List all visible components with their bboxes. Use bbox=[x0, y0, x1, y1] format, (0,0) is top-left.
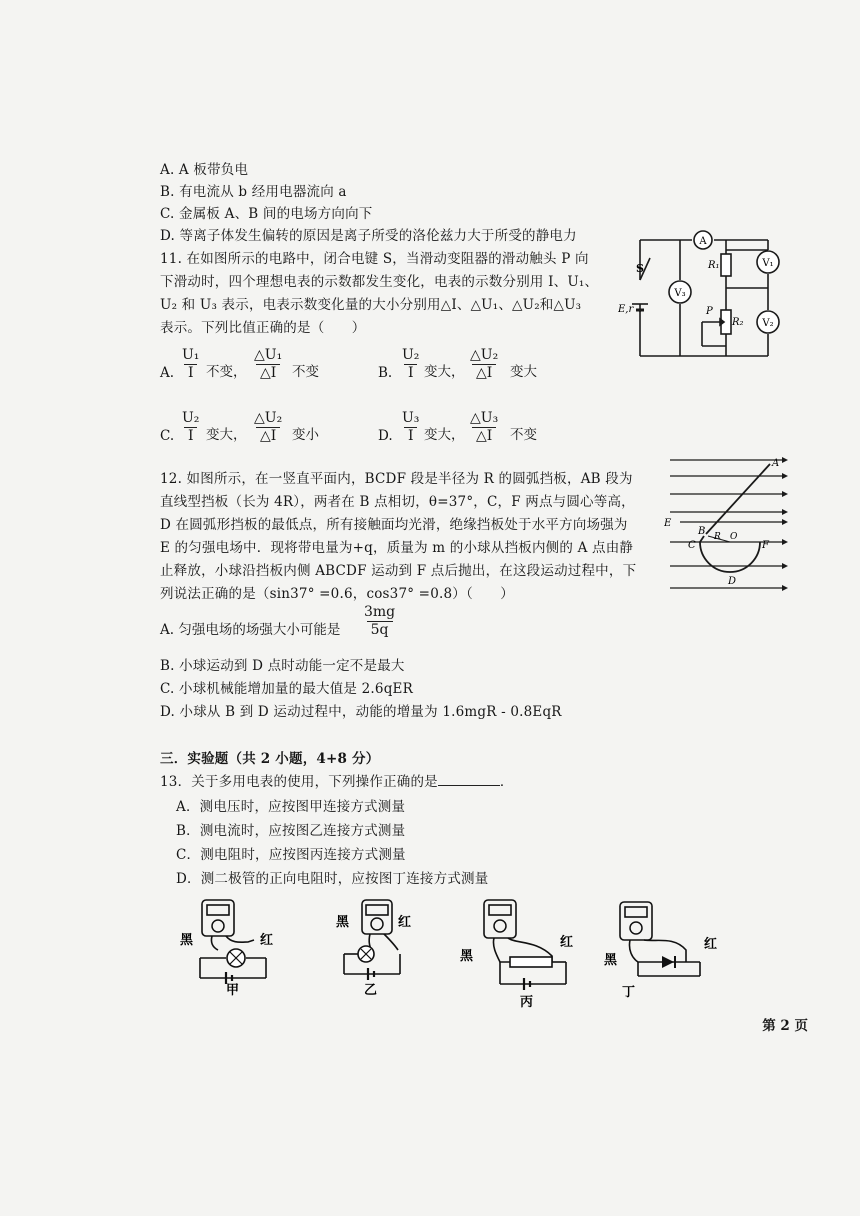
q12-option-c: C. 小球机械能增加量的最大值是 2.6qER bbox=[160, 681, 413, 697]
q13-option-a: A．测电压时，应按图甲连接方式测量 bbox=[176, 799, 406, 815]
q12-stem-line: E 的匀强电场中．现将带电量为+q，质量为 m 的小球从挡板内侧的 A 点由静 bbox=[160, 540, 634, 556]
switch-label: S bbox=[636, 262, 644, 275]
q11-option-c-text2: 变小 bbox=[292, 427, 319, 443]
q12-stem-line: 止释放，小球沿挡板内侧 ABCDF 运动到 F 点后抛出，在这段运动过程中，下 bbox=[160, 563, 637, 579]
slider-label: P bbox=[706, 306, 713, 317]
radius-r-label: R bbox=[714, 532, 721, 542]
q11-option-a-frac2: $\frac{\text{△U₁}}{\triangle I}$ bbox=[254, 347, 283, 381]
q11-stem-line: 下滑动时，四个理想电表的示数都发生变化，电表的示数分别用 I、U₁、 bbox=[160, 274, 599, 290]
ammeter-label: A bbox=[699, 236, 707, 247]
q11-option-a-text1: 不变， bbox=[206, 364, 247, 380]
v2-label: V₂ bbox=[762, 318, 774, 329]
answer-blank[interactable] bbox=[438, 773, 500, 786]
q11-option-d-frac2: $\frac{\text{△U₃}}{\triangle I}$ bbox=[470, 410, 499, 444]
q11-option-b-frac1: $\frac{\text{U₂}}{I}$ bbox=[402, 347, 420, 381]
q12-field-diagram bbox=[664, 452, 794, 612]
v3-label: V₃ bbox=[674, 288, 686, 299]
point-f-label: F bbox=[762, 540, 769, 551]
q13-option-c: C．测电阻时，应按图丙连接方式测量 bbox=[176, 847, 406, 863]
q11-option-c-label: C. bbox=[160, 428, 175, 444]
q11-stem-line: 11. 在如图所示的电路中，闭合电键 S，当滑动变阻器的滑动触头 P 向 bbox=[160, 251, 589, 267]
q10-option-a: A. A 板带负电 bbox=[160, 162, 249, 178]
multimeter-figure-jia bbox=[180, 896, 290, 996]
point-b-label: B bbox=[698, 526, 706, 537]
q11-option-d-text2: 不变 bbox=[510, 427, 537, 443]
q10-option-d: D. 等离子体发生偏转的原因是离子所受的洛伦兹力大于所受的静电力 bbox=[160, 228, 577, 244]
q11-option-d-text1: 变大， bbox=[424, 427, 465, 443]
q11-option-c-frac2: $\frac{\text{△U₂}}{\triangle I}$ bbox=[254, 410, 283, 444]
q11-option-a-text2: 不变 bbox=[292, 364, 319, 380]
r1-label: R₁ bbox=[708, 260, 720, 271]
q12-option-d: D. 小球从 B 到 D 运动过程中，动能的增量为 1.6mgR - 0.8EqR bbox=[160, 704, 562, 720]
q11-option-b-frac2: $\frac{\text{△U₂}}{\triangle I}$ bbox=[470, 347, 499, 381]
red-probe-label: 红 bbox=[398, 915, 412, 930]
r2-label: R₂ bbox=[732, 317, 744, 328]
q12-stem-line: 列说法正确的是（sin37° =0.6，cos37° =0.8）（ ） bbox=[160, 586, 515, 602]
red-probe-label: 红 bbox=[260, 933, 274, 948]
q13-option-b: B．测电流时，应按图乙连接方式测量 bbox=[176, 823, 406, 839]
v1-label: V₁ bbox=[762, 258, 774, 269]
q11-option-a-label: A. bbox=[160, 365, 175, 381]
caption-ding: 丁 bbox=[622, 985, 636, 1000]
q13-stem: 13．关于多用电表的使用，下列操作正确的是 ． bbox=[160, 774, 514, 790]
multimeter-figure-yi bbox=[328, 896, 428, 996]
field-e-label: E bbox=[664, 518, 672, 529]
q12-stem-line: D 在圆弧形挡板的最低点，所有接触面均光滑，绝缘挡板处于水平方向场强为 bbox=[160, 517, 628, 533]
multimeter-figure-bing bbox=[456, 896, 586, 1010]
point-d-label: D bbox=[728, 576, 737, 587]
q12-option-a-frac: $\frac{3mg}{5q}$ bbox=[364, 604, 396, 638]
page-number: 第 2 页 bbox=[762, 1018, 808, 1034]
caption-yi: 乙 bbox=[364, 983, 378, 996]
q12-stem-line: 直线型挡板（长为 4R），两者在 B 点相切，θ=37°，C，F 两点与圆心等高， bbox=[160, 494, 635, 510]
emf-label: E,r bbox=[618, 304, 634, 315]
red-probe-label: 红 bbox=[704, 937, 718, 952]
q11-option-b-label: B. bbox=[378, 365, 393, 381]
q11-option-c-text1: 变大， bbox=[206, 427, 247, 443]
point-c-label: C bbox=[688, 540, 696, 551]
q12-option-a: A. 匀强电场的场强大小可能是 bbox=[160, 622, 341, 638]
q11-circuit-diagram bbox=[618, 228, 784, 364]
q11-option-b-text2: 变大 bbox=[510, 364, 537, 380]
q10-option-b: B. 有电流从 b 经用电器流向 a bbox=[160, 184, 347, 200]
caption-bing: 丙 bbox=[520, 995, 534, 1010]
q13-option-d: D．测二极管的正向电阻时，应按图丁连接方式测量 bbox=[176, 871, 489, 887]
q11-stem-line: 表示。下列比值正确的是（ ） bbox=[160, 320, 366, 336]
q10-option-c: C. 金属板 A、B 间的电场方向向下 bbox=[160, 206, 373, 222]
q12-stem-line: 12. 如图所示，在一竖直平面内，BCDF 段是半径为 R 的圆弧挡板，AB 段为 bbox=[160, 471, 633, 487]
black-probe-label: 黑 bbox=[336, 915, 350, 930]
caption-jia: 甲 bbox=[226, 983, 240, 996]
q11-option-a-frac1: $\frac{\text{U₁}}{I}$ bbox=[182, 347, 200, 381]
black-probe-label: 黑 bbox=[604, 953, 618, 968]
q12-option-b: B. 小球运动到 D 点时动能一定不是最大 bbox=[160, 658, 405, 674]
red-probe-label: 红 bbox=[560, 935, 574, 950]
q11-option-b-text1: 变大， bbox=[424, 364, 465, 380]
black-probe-label: 黑 bbox=[460, 949, 474, 964]
multimeter-figure-ding bbox=[604, 896, 730, 1000]
point-a-label: A bbox=[772, 458, 780, 469]
q11-stem-line: U₂ 和 U₃ 表示，电表示数变化量的大小分别用△I、△U₁、△U₂和△U₃ bbox=[160, 297, 582, 313]
center-o-label: O bbox=[730, 532, 738, 542]
black-probe-label: 黑 bbox=[180, 933, 194, 948]
q11-option-d-label: D. bbox=[378, 428, 393, 444]
diode-icon bbox=[662, 956, 675, 968]
q11-option-d-frac1: $\frac{\text{U₃}}{I}$ bbox=[402, 410, 420, 444]
q11-option-c-frac1: $\frac{\text{U₂}}{I}$ bbox=[182, 410, 200, 444]
section-3-heading: 三．实验题（共 2 小题，4+8 分） bbox=[160, 751, 380, 767]
